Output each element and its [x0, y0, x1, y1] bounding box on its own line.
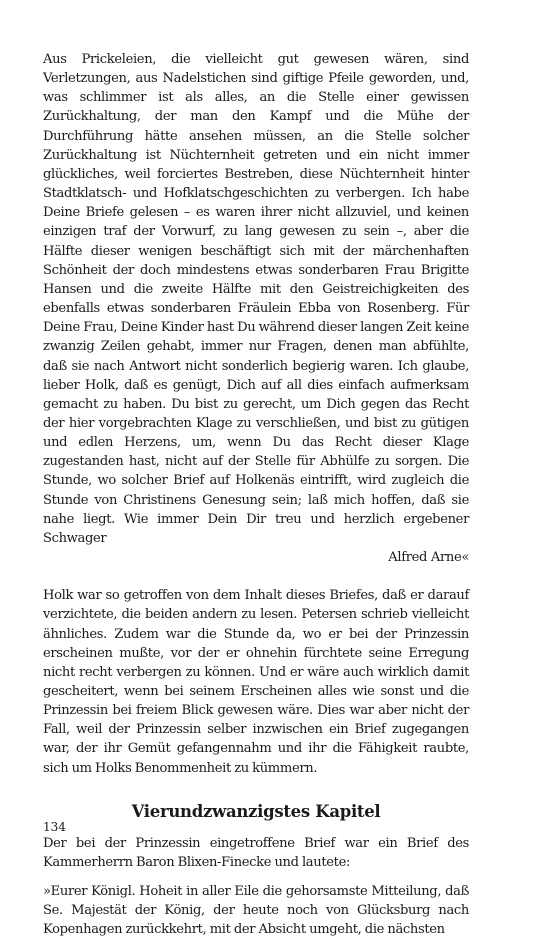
letter-signature: Alfred Arne«: [388, 550, 469, 566]
book-page: [43, 50, 469, 940]
paragraph-gap: [43, 567, 469, 586]
page-number: 134: [43, 820, 66, 834]
chapter-intro-paragraph: Der bei der Prinzessin eingetroffene Brief war ein Brief des Kammerherrn Baron Blixen-Finecke und lautete:: [43, 835, 469, 870]
holk-reaction-paragraph: Holk war so getroffen von dem Inhalt dieses Briefes, daß er darauf verzichtete, die beiden andern zu lesen. Petersen schrieb vielleicht ähnliches. Zudem war die Stunde da, wo er bei der Prinzessin erscheinen mußte, vor der er ohnehin fürchtete seine Erregung nicht recht verbergen zu können. Und er wäre auch wirklich damit gescheitert, wenn bei seinem Erscheinen alles wie sonst und die Prinzessin bei freiem Blick gewesen wäre. Dies war aber nicht der Fall, weil der Prinzessin selber inzwischen ein Brief zugegangen war, der ihr Gemüt gefangennahm und ihr die Fähigkeit raubte, sich um Holks Benommenheit zu kümmern.: [43, 588, 469, 776]
letter-closing-paragraph: Aus Prickeleien, die vielleicht gut gewesen wären, sind Verletzungen, aus Nadelstichen sind giftige Pfeile geworden, und, was schlimmer ist als alles, an die Stelle einer gewissen Zurückhaltung, der man den Kampf und die Mühe der Durchführung hätte ansehen müssen, an die Stelle solcher Zurückhaltung ist Nüchternheit getreten und ein nicht immer glückliches, weil forciertes Bestreben, diese Nüchternheit hinter Stadtklatsch- und Hofklatschgeschichten zu verbergen. Ich habe Deine Briefe gelesen – es waren ihrer nicht allzuviel, und keinen einzigen traf der Vorwurf, zu lang gewesen zu sein –, aber die Hälfte dieser wenigen beschäftigt sich mit der märchenhaften Schönheit der doch mindestens etwas sonderbaren Frau Brigitte Hansen und die zweite Hälfte mit den Geistreichigkeiten des ebenfalls etwas sonderbaren Fräulein Ebba von Rosenberg. Für Deine Frau, Deine Kinder hast Du während dieser langen Zeit keine zwanzig Zeilen gehabt, immer nur Fragen, denen man abfühlte, daß sie nach Antwort nicht sonderlich begierig waren. Ich glaube, lieber Holk, daß es genügt, Dich auf all dies einfach aufmerksam gemacht zu haben. Du bist zu gerecht, um Dich gegen das Recht der hier vorgebrachten Klage zu verschließen, und bist zu gütigen und edlen Herzens, um, wenn Du das Recht dieser Klage zugestanden hast, nicht auf der Stelle für Abhülfe zu sorgen. Die Stunde, wo solcher Brief auf Holkenäs eintrifft, wird zugleich die Stunde von Christinens Genesung sein; laß mich hoffen, daß sie nahe liegt. Wie immer Dein Dir treu und herzlich ergebener Schwager: [43, 52, 469, 546]
blixen-letter-paragraph: »Eurer Königl. Hoheit in aller Eile die gehorsamste Mitteilung, daß Se. Majestät der König, der heute noch von Glücksburg nach Kopenhagen zurückkehrt, mit der Absicht umgeht, die nächsten: [43, 884, 469, 938]
chapter-title: Vierundzwanzigstes Kapitel: [131, 801, 381, 821]
